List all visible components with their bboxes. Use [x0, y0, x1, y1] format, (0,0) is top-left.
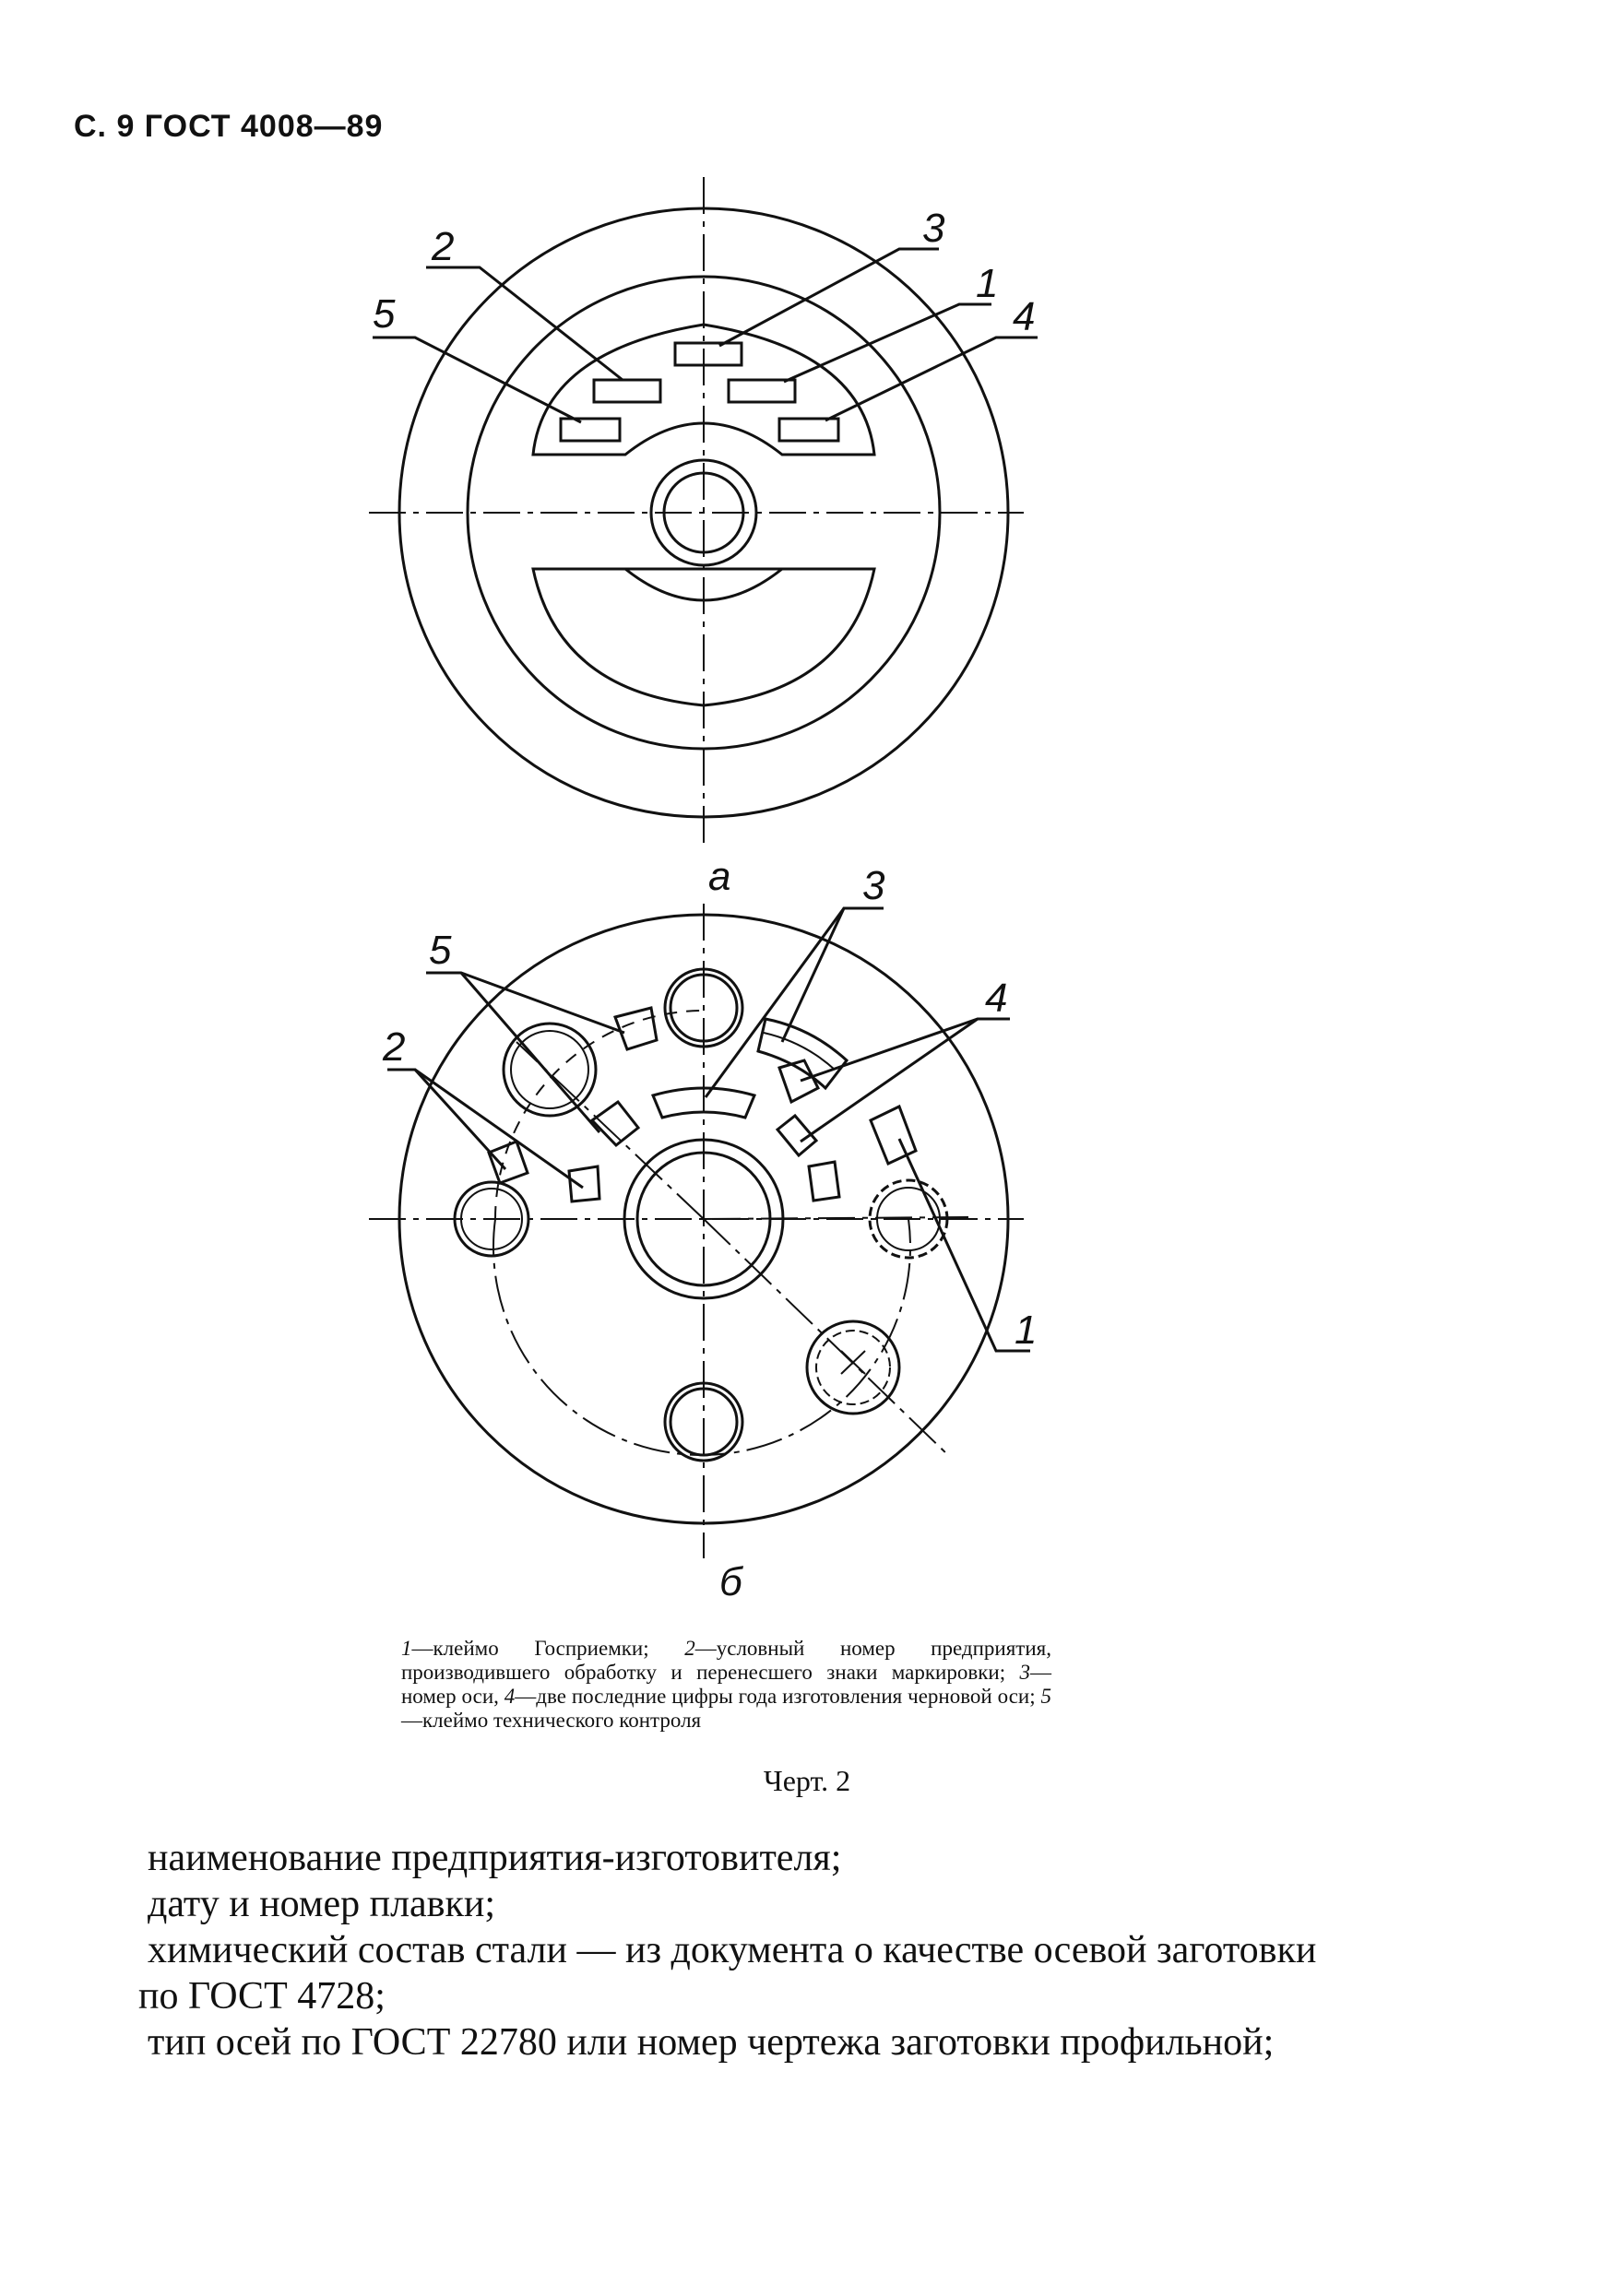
callout-5-a: 5: [373, 291, 396, 337]
stamp-5-a: [561, 419, 620, 441]
figure-legend: [401, 1637, 1051, 1733]
callout-3-b: 3: [862, 863, 885, 908]
legend-num-3: 3: [1019, 1661, 1030, 1684]
stamp-1-inner-b: [809, 1162, 839, 1201]
leader-1-b: [899, 1139, 1030, 1351]
bolt-hole-lower-right: [807, 1321, 899, 1414]
legend-num-4: 4: [504, 1685, 516, 1708]
callout-1-b: 1: [1015, 1308, 1038, 1353]
callout-2-a: 2: [432, 224, 455, 269]
legend-num-2: 2: [684, 1637, 695, 1660]
figure-caption: Черт. 2: [763, 1764, 851, 1797]
stamp-3-outer-b-inner: [764, 1033, 835, 1070]
legend-text-4: —две последние цифры года изготовления черновой оси;: [515, 1685, 1041, 1708]
stamp-5-inner-b: [592, 1102, 638, 1145]
stamp-1-b: [871, 1107, 916, 1164]
paragraph-2: дату и номер плавки;: [148, 1883, 496, 1925]
callout-1-a: 1: [976, 261, 999, 306]
paragraph-4: тип осей по ГОСТ 22780 или номер чертежа заготовки профильной;: [148, 2021, 1275, 2064]
stamp-5-outer-b: [615, 1008, 657, 1049]
callout-4-b: 4: [985, 976, 1008, 1021]
leader-5-a: [373, 337, 581, 422]
leader-1-a: [784, 304, 991, 382]
callout-2-b: 2: [383, 1024, 406, 1070]
legend-num-5: 5: [1040, 1685, 1051, 1708]
legend-text-1: —клеймо Госприемки;: [411, 1637, 685, 1660]
stamp-4-a: [779, 419, 838, 441]
callout-5-b: 5: [429, 928, 452, 973]
stamp-1-a: [729, 380, 795, 402]
legend-text-3: —номер оси,: [401, 1661, 1051, 1708]
callout-3-a: 3: [922, 206, 945, 251]
stamp-3-outer-b: [758, 1019, 847, 1088]
legend-text-2: —условный номер предприятия, производившего обработку и перенесшего знаки маркировки;: [401, 1637, 1051, 1684]
legend-text-5: —клеймо технического контроля: [401, 1709, 702, 1732]
paragraph-3: химический состав стали — из документа о качестве осевой заготовки по ГОСТ 4728;: [138, 1929, 1317, 2018]
stamp-2-a: [594, 380, 660, 402]
stamp-3-a: [675, 343, 742, 365]
legend-num-1: 1: [401, 1637, 412, 1660]
leader-5-b: [426, 973, 624, 1033]
view-b-label: б: [719, 1559, 742, 1604]
stamp-2-inner-b: [569, 1166, 599, 1201]
body-text: [138, 1835, 1365, 2065]
leader-3-a: [719, 249, 939, 346]
page-header: С. 9 ГОСТ 4008—89: [74, 109, 384, 144]
paragraph-1: наименование предприятия-изготовителя;: [148, 1837, 842, 1879]
callout-4-a: 4: [1013, 294, 1036, 339]
view-b: [387, 908, 1030, 1523]
view-a-label: а: [708, 854, 731, 899]
bolt-hole-lower-right-inner: [816, 1331, 890, 1404]
